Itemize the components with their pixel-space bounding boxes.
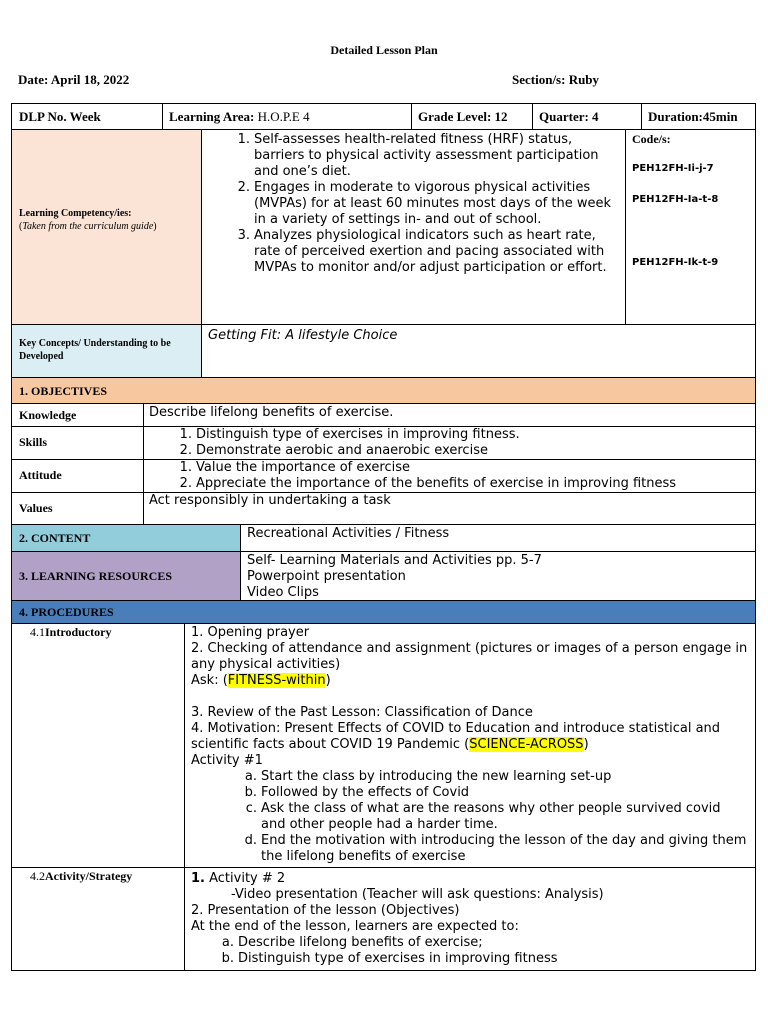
knowledge-value-cell [143, 403, 756, 427]
objectives-sub-item: b. Distinguish type of exercises in improving fitness [221, 951, 558, 966]
key-concepts-label-cell [11, 324, 202, 378]
competency-list [237, 132, 617, 276]
skills-label: Skills [19, 435, 48, 449]
dlp-label: DLP No. Week [19, 109, 101, 124]
competency-label-cell [11, 129, 202, 325]
highlight-science-across: SCIENCE-ACROSS [469, 737, 584, 752]
activity-label: Activity/Strategy [45, 869, 133, 883]
activity1-list [191, 769, 749, 865]
attitude-item: 2. Appreciate the importance of the benefits of exercise in improving fitness [179, 476, 677, 491]
highlight-fitness-within: FITNESS-within [227, 673, 326, 688]
values-value-cell [143, 492, 756, 525]
duration: Duration:45min [648, 109, 738, 124]
intro-line: 2. Checking of attendance and assignment (pictures or images of a person engage in any physical activities) [191, 641, 748, 672]
key-concepts-value: Getting Fit: A lifestyle Choice [208, 328, 398, 343]
page-title: Detailed Lesson Plan [330, 43, 438, 57]
duration-cell [641, 103, 756, 130]
objectives-heading: 1. OBJECTIVES [11, 377, 756, 404]
activity1-item: a. Start the class by introducing the new learning set-up [244, 769, 612, 784]
introductory-number: 4.1 [30, 625, 45, 639]
intro-line: 4. Motivation: Present Effects of COVID to Education and introduce statistical and scientific facts about COVID 19 Pandemic (SCIENCE-ACROSS) [191, 721, 721, 752]
knowledge-value: Describe lifelong benefits of exercise. [149, 405, 394, 420]
activity-label-cell [11, 867, 185, 971]
activity-line: -Video presentation (Teacher will ask questions: Analysis) [231, 887, 604, 902]
key-concepts-label: Key Concepts/ Understanding to be Developed [19, 338, 171, 362]
skills-value-cell [143, 426, 756, 460]
quarter: Quarter: 4 [539, 109, 599, 124]
objectives-sub-item: a. Describe lifelong benefits of exercise; [221, 935, 483, 950]
values-value: Act responsibly in undertaking a task [149, 493, 391, 508]
intro-line: 1. Opening prayer [191, 625, 310, 640]
lesson-section: Section/s: Ruby [512, 72, 600, 87]
grade-level: Grade Level: 12 [418, 109, 508, 124]
introductory-label-cell [11, 623, 185, 868]
competency-code: PEH12FH-Ia-t-8 [632, 194, 719, 205]
competency-sublabel: (Taken from the curriculum guide) [19, 221, 157, 232]
competency-label: Learning Competency/ies: [19, 208, 132, 219]
activity-line: 1. Activity # 2 [191, 871, 286, 886]
attitude-value-cell [143, 459, 756, 493]
key-concepts-value-cell [201, 324, 756, 378]
lesson-date: Date: April 18, 2022 [18, 72, 130, 87]
content-heading: 2. CONTENT [11, 524, 241, 552]
competency-list-cell [201, 129, 626, 325]
resource-item: Self- Learning Materials and Activities pp. 5-7 [247, 553, 542, 568]
activity1-item: d. End the motivation with introducing the lesson of the day and giving them the lifelong benefits of exercise [244, 833, 747, 864]
learning-area-value: H.O.P.E 4 [257, 109, 310, 124]
grade-level-cell [411, 103, 533, 130]
competency-item: 3. Analyzes physiological indicators such as heart rate, rate of perceived exertion and pacing associated with MVPAs to monitor and/or adjust participation or effort. [237, 228, 607, 275]
activity-line: 2. Presentation of the lesson (Objectives) [191, 903, 460, 918]
resource-item: Video Clips [247, 585, 319, 600]
competency-item: 2. Engages in moderate to vigorous physical activities (MVPAs) for at least 60 minutes most days of the week in a variety of settings in- and out of school. [237, 180, 611, 227]
attitude-list [179, 460, 750, 492]
skills-item: 1. Distinguish type of exercises in improving fitness. [179, 427, 520, 442]
competency-code: PEH12FH-Ik-t-9 [632, 257, 719, 268]
skills-list [179, 427, 750, 459]
introductory-label: Introductory [45, 625, 112, 639]
resources-value-cell [240, 551, 756, 601]
activity1-item: b. Followed by the effects of Covid [244, 785, 470, 800]
knowledge-label-cell [11, 403, 144, 427]
activity-number: 4.2 [30, 869, 45, 883]
introductory-content-cell [184, 623, 756, 868]
content-value-cell [240, 524, 756, 552]
competency-item: 1. Self-assesses health-related fitness (HRF) status, barriers to physical activity assessment participation and one’s diet. [237, 132, 599, 179]
quarter-cell [532, 103, 642, 130]
activity-line: At the end of the lesson, learners are expected to: [191, 919, 519, 934]
attitude-item: 1. Value the importance of exercise [179, 460, 411, 475]
skills-item: 2. Demonstrate aerobic and anaerobic exercise [179, 443, 488, 458]
intro-line: 3. Review of the Past Lesson: Classification of Dance [191, 705, 533, 720]
resource-item: Powerpoint presentation [247, 569, 406, 584]
resources-heading: 3. LEARNING RESOURCES [11, 551, 241, 601]
intro-line: Activity #1 [191, 753, 263, 768]
content-value: Recreational Activities / Fitness [247, 526, 450, 541]
values-label-cell [11, 492, 144, 525]
intro-line: Ask: (FITNESS-within) [191, 673, 331, 688]
attitude-label: Attitude [19, 468, 62, 482]
codes-label: Code/s: [632, 132, 671, 146]
competency-code: PEH12FH-Ii-j-7 [632, 163, 714, 174]
procedures-heading: 4. PROCEDURES [11, 600, 756, 624]
attitude-label-cell [11, 459, 144, 493]
dlp-cell [11, 103, 163, 130]
activity-content-cell [184, 867, 756, 971]
skills-label-cell [11, 426, 144, 460]
objectives-sub-list [191, 935, 749, 967]
knowledge-label: Knowledge [19, 408, 77, 422]
activity1-item: c. Ask the class of what are the reasons why other people survived covid and other people had a harder time. [245, 801, 721, 832]
learning-area-cell [162, 103, 412, 130]
learning-area-label: Learning Area: [169, 109, 258, 124]
values-label: Values [19, 501, 53, 515]
codes-cell [625, 129, 756, 325]
